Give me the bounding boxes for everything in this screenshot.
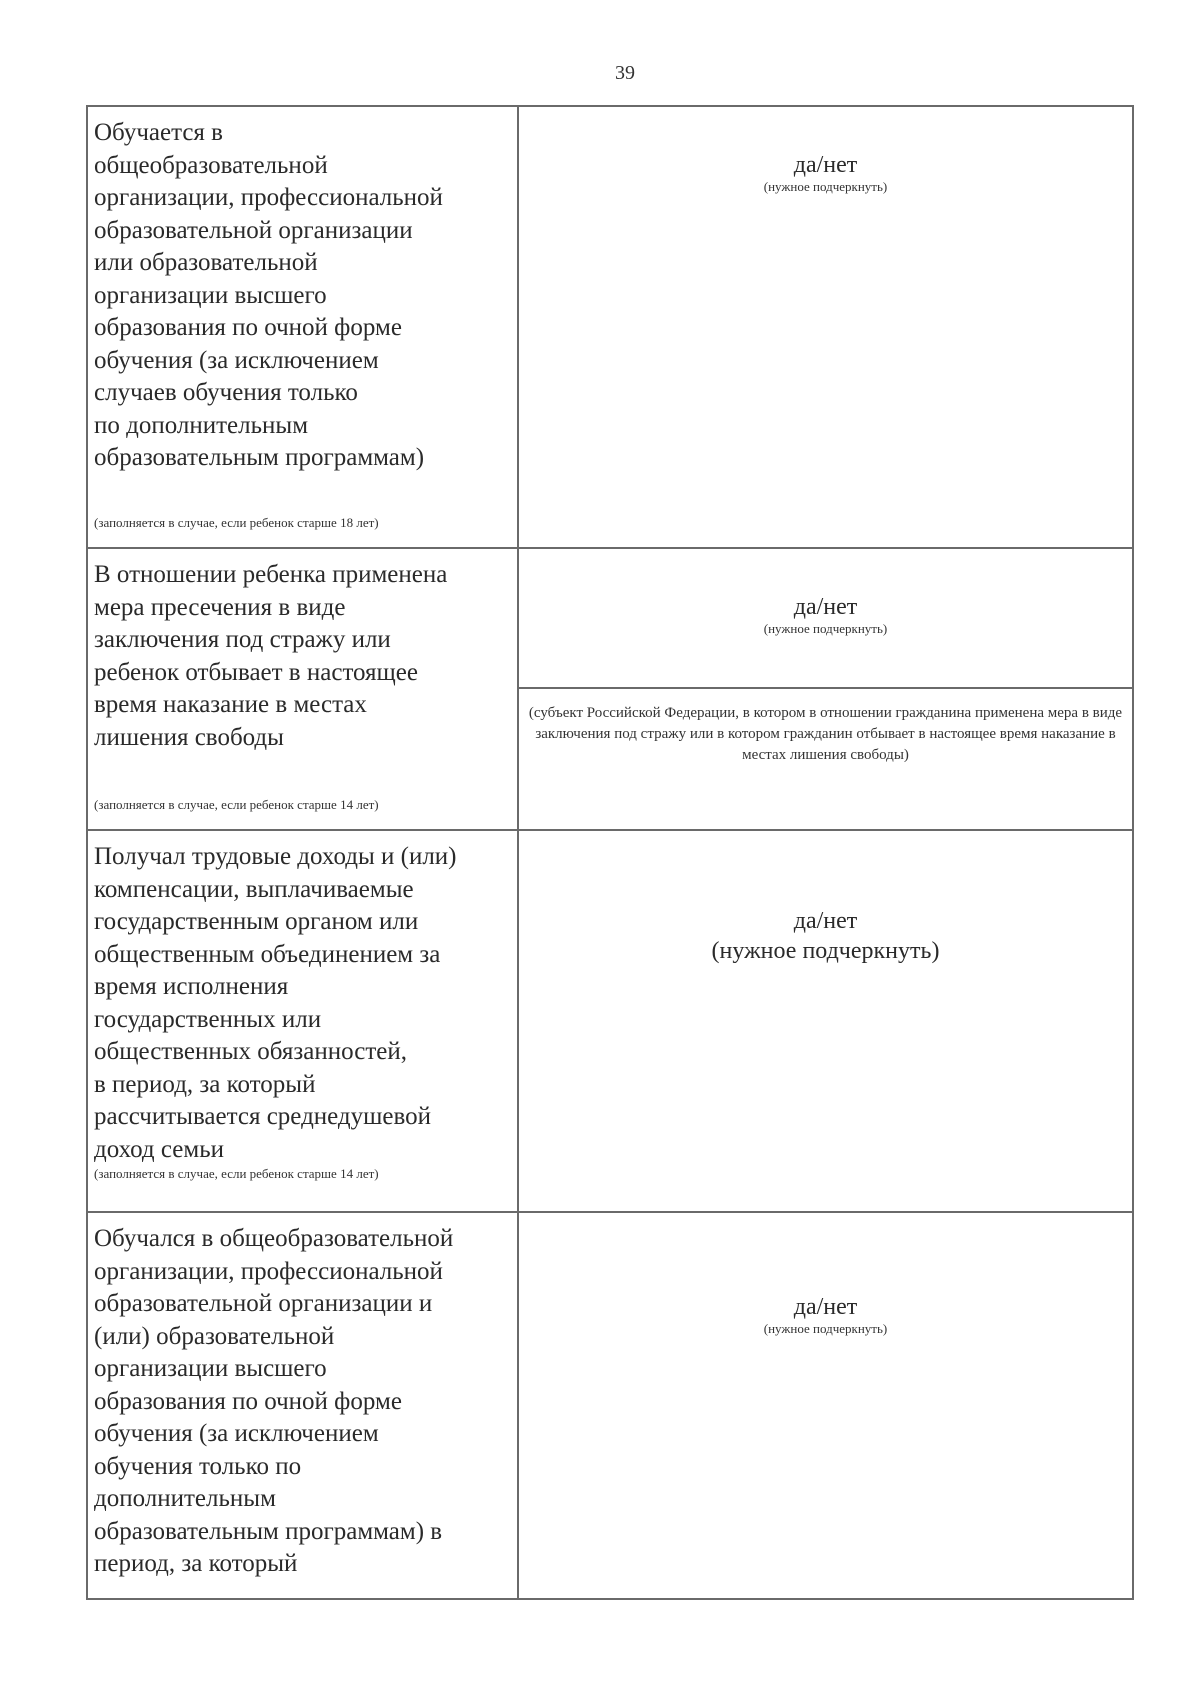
form-row xyxy=(87,830,1133,1212)
yes-no-answer[interactable]: да/нет xyxy=(793,152,858,178)
yes-no-answer[interactable]: да/нет xyxy=(793,1294,858,1320)
answer-cell xyxy=(518,548,1133,830)
question-cell xyxy=(87,106,518,548)
fill-condition-note: (заполняется в случае, если ребенок старше 14 лет) xyxy=(94,797,379,812)
question-cell xyxy=(87,1212,518,1599)
form-row xyxy=(87,1212,1133,1599)
page-number: 39 xyxy=(615,62,635,84)
question-text: В отношении ребенка применена мера пресечения в виде заключения под стражу или ребенок отбывает в настоящее время наказание в местах лишения свободы xyxy=(94,561,448,751)
answer-cell[interactable] xyxy=(518,1212,1133,1599)
form-row xyxy=(87,548,1133,830)
question-cell xyxy=(87,830,518,1212)
underline-hint: (нужное подчеркнуть) xyxy=(763,621,888,636)
underline-hint: (нужное подчеркнуть) xyxy=(763,179,888,194)
answer-cell[interactable] xyxy=(518,106,1133,548)
yes-no-answer[interactable]: да/нет xyxy=(793,908,858,934)
underline-hint: (нужное подчеркнуть) xyxy=(711,938,940,964)
question-text: Получал трудовые доходы и (или) компенсации, выплачиваемые государственным органом или общественным объединением за время исполнения государственных или общественных обязанностей, в период, за который рассчитывается среднедушевой доход семьи xyxy=(94,843,457,1163)
form-row xyxy=(87,106,1133,548)
form-table xyxy=(86,105,1134,1600)
question-text: Обучается в общеобразовательной организации, профессиональной образовательной организации или образовательной организации высшего образования по очной форме обучения (за исключением случаев обучения только по дополнительным образовательным программам) xyxy=(94,119,443,471)
yes-no-answer[interactable]: да/нет xyxy=(793,594,858,620)
question-text: Обучался в общеобразовательной организации, профессиональной образовательной организации и (или) образовательной организации высшего образования по очной форме обучения (за исключением обучения только по дополнительным образовательным программам) в период, за который xyxy=(94,1225,454,1577)
answer-cell[interactable] xyxy=(518,830,1133,1212)
question-cell xyxy=(87,548,518,830)
underline-hint: (нужное подчеркнуть) xyxy=(763,1321,888,1336)
region-field-caption[interactable]: (субъект Российской Федерации, в котором в отношении гражданина применена мера в виде заключения под стражу или в котором гражданин отбывает в настоящее время наказание в местах лишения свободы) xyxy=(528,705,1123,763)
fill-condition-note: (заполняется в случае, если ребенок старше 18 лет) xyxy=(94,515,379,530)
fill-condition-note: (заполняется в случае, если ребенок старше 14 лет) xyxy=(94,1166,379,1181)
yes-no-field[interactable] xyxy=(519,549,1132,689)
